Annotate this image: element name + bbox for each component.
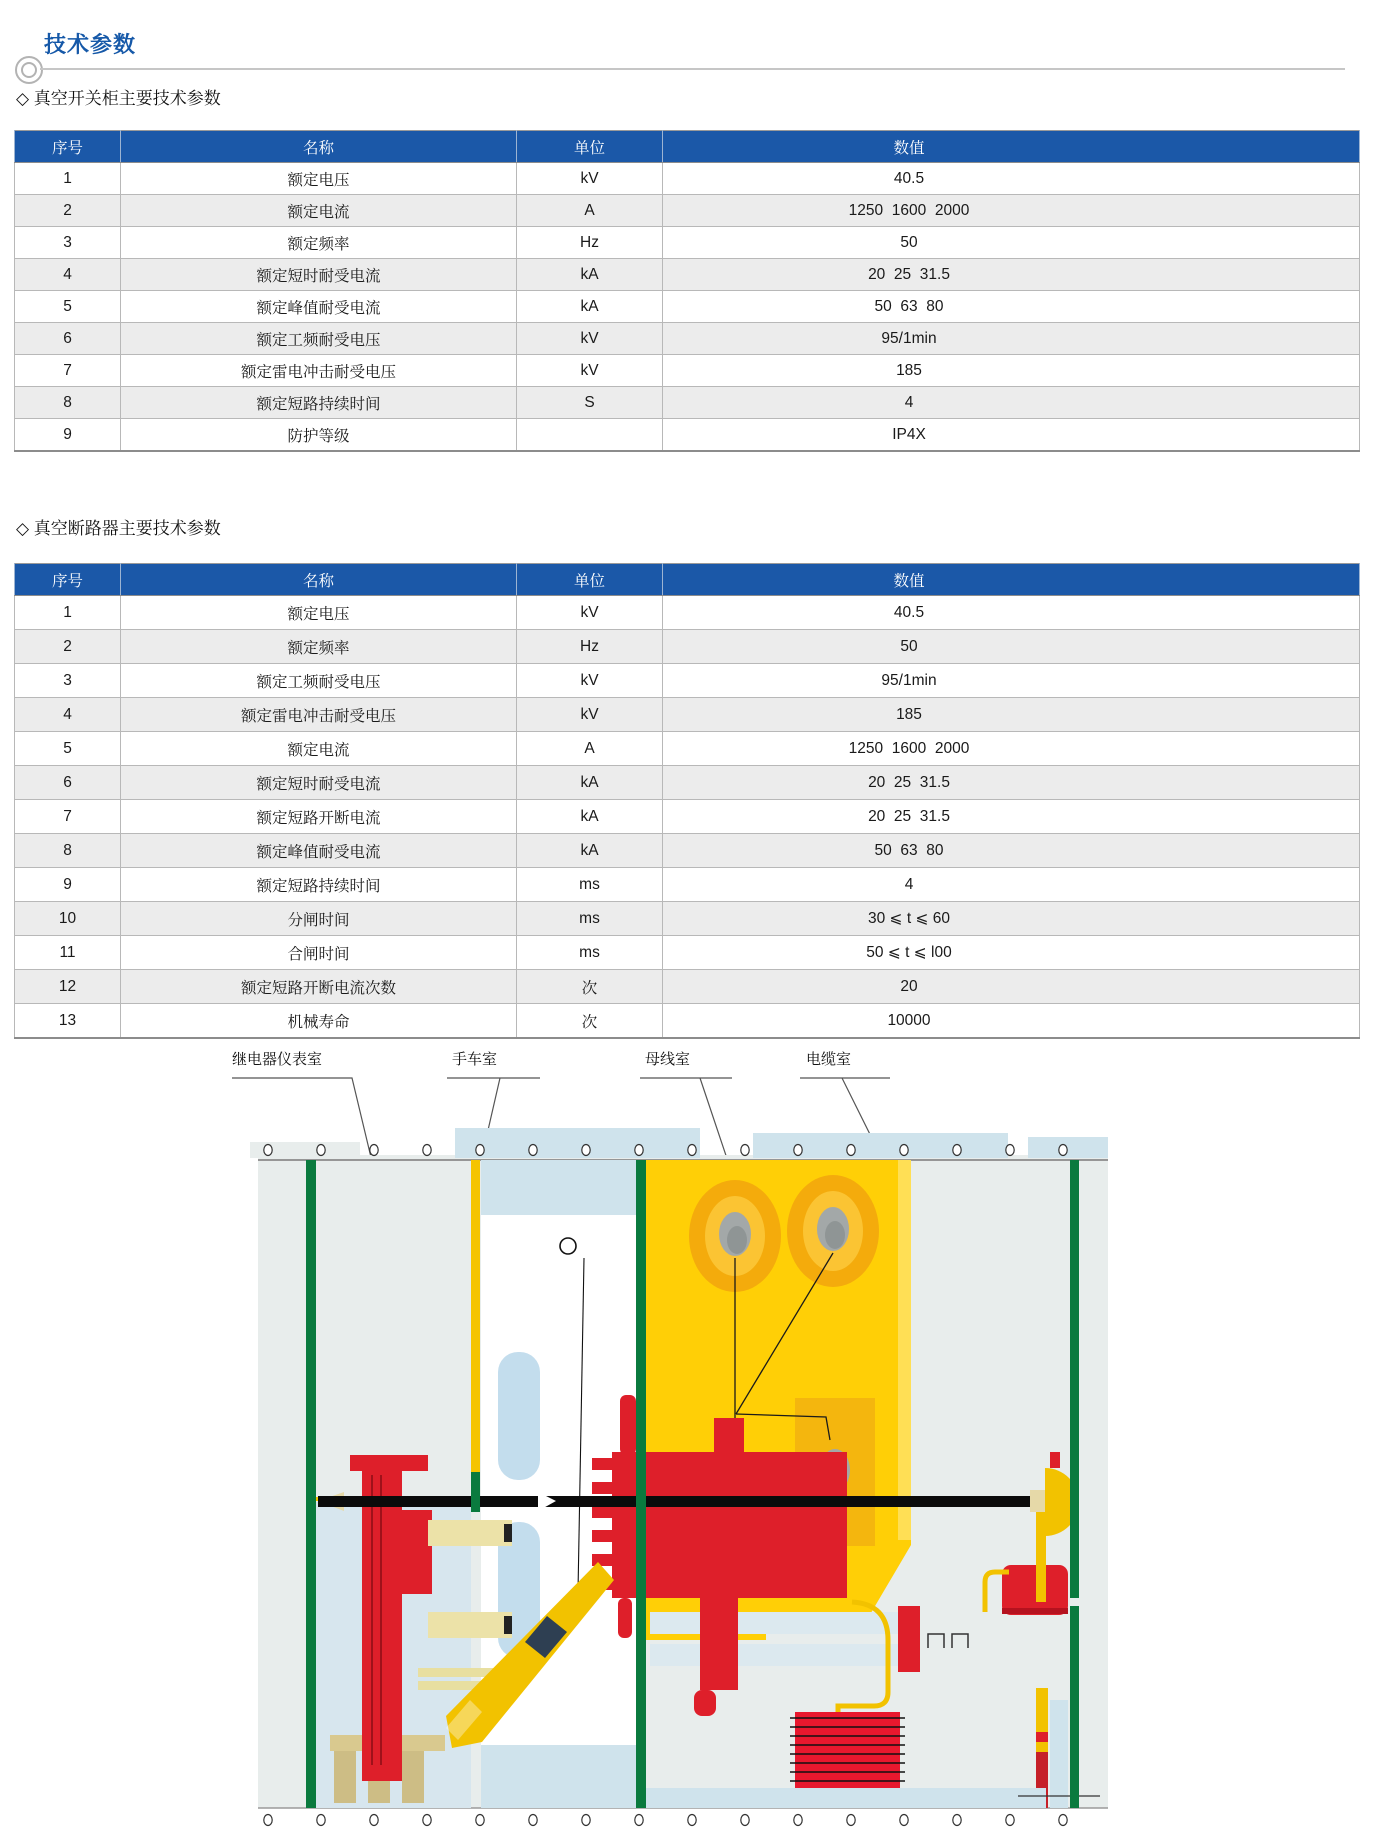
unit-cell: kV	[517, 355, 663, 387]
header-rule	[40, 68, 1345, 70]
column-header: 数值	[663, 564, 1360, 596]
value-cell: 20 25 31.5	[663, 766, 1360, 800]
table-row	[15, 1004, 1360, 1039]
name-cell: 机械寿命	[121, 1004, 517, 1039]
name-cell: 额定频率	[121, 227, 517, 259]
name-cell: 防护等级	[121, 419, 517, 452]
index-cell: 5	[15, 732, 121, 766]
value-cell: 50	[663, 227, 1360, 259]
index-cell: 7	[15, 800, 121, 834]
unit-cell: A	[517, 195, 663, 227]
bottom-bolt-row	[264, 1815, 1067, 1826]
value-cell: 50 ⩽ t ⩽ l00	[663, 936, 1360, 970]
index-cell: 1	[15, 596, 121, 630]
name-cell: 额定工频耐受电压	[121, 664, 517, 698]
column-header: 数值	[663, 131, 1360, 163]
column-header: 序号	[15, 131, 121, 163]
index-cell: 4	[15, 698, 121, 732]
name-cell: 额定工频耐受电压	[121, 323, 517, 355]
index-cell: 13	[15, 1004, 121, 1039]
unit-cell: kA	[517, 766, 663, 800]
index-cell: 6	[15, 323, 121, 355]
index-cell: 8	[15, 834, 121, 868]
unit-cell: kV	[517, 163, 663, 195]
table-row	[15, 163, 1360, 195]
header-row	[15, 564, 1360, 596]
name-cell: 分闸时间	[121, 902, 517, 936]
unit-cell: Hz	[517, 227, 663, 259]
table-row	[15, 596, 1360, 630]
insulator-capsule	[498, 1352, 540, 1480]
value-cell: 20 25 31.5	[663, 800, 1360, 834]
value-cell: 20 25 31.5	[663, 259, 1360, 291]
busbar-bushing	[787, 1175, 879, 1287]
column-header: 名称	[121, 564, 517, 596]
value-cell: 185	[663, 698, 1360, 732]
value-cell: 50 63 80	[663, 834, 1360, 868]
index-cell: 9	[15, 419, 121, 452]
value-cell: 40.5	[663, 163, 1360, 195]
unit-cell: ms	[517, 902, 663, 936]
index-cell: 10	[15, 902, 121, 936]
table-row	[15, 630, 1360, 664]
handcart-port-icon	[560, 1238, 576, 1254]
index-cell: 1	[15, 163, 121, 195]
index-cell: 2	[15, 195, 121, 227]
unit-cell: kV	[517, 323, 663, 355]
name-cell: 额定电流	[121, 732, 517, 766]
page-title: 技术参数	[44, 32, 137, 57]
unit-cell: Hz	[517, 630, 663, 664]
left-green-bar	[306, 1160, 316, 1808]
index-cell: 6	[15, 766, 121, 800]
name-cell: 额定峰值耐受电流	[121, 834, 517, 868]
name-cell: 额定电流	[121, 195, 517, 227]
table-row	[15, 800, 1360, 834]
unit-cell: kA	[517, 291, 663, 323]
section-heading-breaker: ◇ 真空断路器主要技术参数	[16, 519, 221, 538]
table-row	[15, 387, 1360, 419]
table-row	[15, 868, 1360, 902]
unit-cell: ms	[517, 868, 663, 902]
name-cell: 额定短路开断电流	[121, 800, 517, 834]
name-cell: 额定短时耐受电流	[121, 259, 517, 291]
unit-cell: kV	[517, 596, 663, 630]
index-cell: 2	[15, 630, 121, 664]
table-row	[15, 259, 1360, 291]
switchgear-cross-section	[0, 1040, 1373, 1848]
unit-cell: kA	[517, 800, 663, 834]
table-row	[15, 355, 1360, 387]
column-header: 单位	[517, 131, 663, 163]
table-row	[15, 291, 1360, 323]
section-heading-switchgear: ◇ 真空开关柜主要技术参数	[16, 89, 221, 108]
breaker-parameters-table	[14, 563, 1360, 1039]
unit-cell: S	[517, 387, 663, 419]
double-circle-icon	[15, 56, 43, 84]
column-header: 序号	[15, 564, 121, 596]
table-row	[15, 970, 1360, 1004]
name-cell: 额定电压	[121, 163, 517, 195]
table-row	[15, 195, 1360, 227]
right-green-bar	[1070, 1160, 1079, 1598]
table-row	[15, 732, 1360, 766]
name-cell: 额定短路持续时间	[121, 868, 517, 902]
index-cell: 3	[15, 664, 121, 698]
table-row	[15, 834, 1360, 868]
label-relay-compartment: 继电器仪表室	[232, 1051, 323, 1068]
value-cell: 1250 1600 2000	[663, 732, 1360, 766]
name-cell: 额定短路持续时间	[121, 387, 517, 419]
unit-cell: kV	[517, 698, 663, 732]
value-cell: 20	[663, 970, 1360, 1004]
label-busbar-compartment: 母线室	[645, 1051, 691, 1068]
value-cell: 50	[663, 630, 1360, 664]
value-cell: IP4X	[663, 419, 1360, 452]
table-row	[15, 698, 1360, 732]
index-cell: 4	[15, 259, 121, 291]
index-cell: 8	[15, 387, 121, 419]
index-cell: 5	[15, 291, 121, 323]
index-cell: 7	[15, 355, 121, 387]
switchgear-parameters-table	[14, 130, 1360, 452]
column-header: 单位	[517, 564, 663, 596]
table-row	[15, 664, 1360, 698]
label-cable-compartment: 电缆室	[806, 1051, 852, 1068]
value-cell: 50 63 80	[663, 291, 1360, 323]
index-cell: 3	[15, 227, 121, 259]
name-cell: 合闸时间	[121, 936, 517, 970]
value-cell: 95/1min	[663, 323, 1360, 355]
name-cell: 额定短路开断电流次数	[121, 970, 517, 1004]
unit-cell: A	[517, 732, 663, 766]
label-handcart-compartment: 手车室	[452, 1051, 498, 1068]
name-cell: 额定雷电冲击耐受电压	[121, 698, 517, 732]
value-cell: 30 ⩽ t ⩽ 60	[663, 902, 1360, 936]
table-row	[15, 902, 1360, 936]
table-row	[15, 936, 1360, 970]
index-cell: 9	[15, 868, 121, 902]
name-cell: 额定电压	[121, 596, 517, 630]
unit-cell: kA	[517, 834, 663, 868]
table-row	[15, 419, 1360, 452]
yellow-divider	[471, 1160, 480, 1472]
middle-green-bar	[636, 1160, 646, 1808]
name-cell: 额定频率	[121, 630, 517, 664]
name-cell: 额定峰值耐受电流	[121, 291, 517, 323]
index-cell: 11	[15, 936, 121, 970]
name-cell: 额定雷电冲击耐受电压	[121, 355, 517, 387]
value-cell: 40.5	[663, 596, 1360, 630]
header-row	[15, 131, 1360, 163]
table-row	[15, 227, 1360, 259]
index-cell: 12	[15, 970, 121, 1004]
value-cell: 4	[663, 868, 1360, 902]
unit-cell: 次	[517, 1004, 663, 1039]
value-cell: 4	[663, 387, 1360, 419]
value-cell: 95/1min	[663, 664, 1360, 698]
unit-cell: kA	[517, 259, 663, 291]
value-cell: 10000	[663, 1004, 1360, 1039]
table-row	[15, 766, 1360, 800]
unit-cell: 次	[517, 970, 663, 1004]
unit-cell	[517, 419, 663, 452]
column-header: 名称	[121, 131, 517, 163]
value-cell: 185	[663, 355, 1360, 387]
table-row	[15, 323, 1360, 355]
unit-cell: ms	[517, 936, 663, 970]
unit-cell: kV	[517, 664, 663, 698]
name-cell: 额定短时耐受电流	[121, 766, 517, 800]
value-cell: 1250 1600 2000	[663, 195, 1360, 227]
